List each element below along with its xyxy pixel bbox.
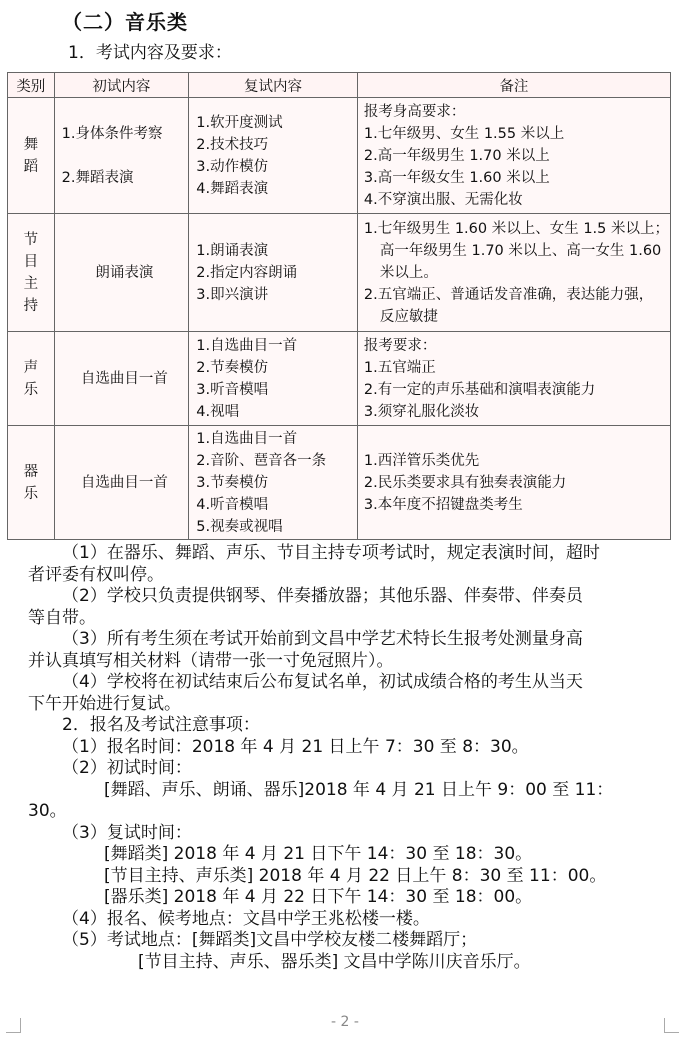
paragraph-4-line-2: 下午开始进行复试。 — [28, 693, 181, 714]
page-corner-mark-right — [664, 1018, 679, 1033]
initial-cell: 自选曲目一首 — [54, 426, 189, 540]
table-header-row — [8, 73, 671, 98]
table-row-vocal — [8, 332, 671, 426]
table-row-host — [8, 214, 671, 332]
notes-cell: 报考要求： 1.五官端正 2.有一定的声乐基础和演唱表演能力 3.须穿礼服化淡妆 — [357, 332, 670, 426]
category-cell: 舞 蹈 — [8, 98, 55, 214]
page-corner-mark-left — [6, 1018, 21, 1033]
paragraph-1-line-2: 者评委有权叫停。 — [28, 564, 164, 585]
retest-cell: 1.自选曲目一首 2.节奏模仿 3.听音模唱 4.视唱 — [189, 332, 358, 426]
table-row-dance — [8, 98, 671, 214]
category-cell: 器 乐 — [8, 426, 55, 540]
retest-time-dance: [舞蹈类] 2018 年 4 月 21 日下午 14：30 至 18：30。 — [104, 844, 533, 864]
retest-time-label: （3）复试时间： — [62, 822, 192, 843]
page-number: - 2 - — [331, 1014, 359, 1030]
initial-cell: 朗诵表演 — [54, 214, 189, 332]
initial-cell: 1.身体条件考察 2.舞蹈表演 — [54, 98, 189, 214]
paragraph-3-line-2: 并认真填写相关材料（请带一张一寸免冠照片）。 — [28, 650, 394, 671]
notes-cell: 1.西洋管乐类优先 2.民乐类要求具有独奏表演能力 3.本年度不招键盘类考生 — [357, 426, 670, 540]
paragraph-1-line-1: （1）在器乐、舞蹈、声乐、节目主持专项考试时，规定表演时间，超时 — [62, 543, 600, 563]
paragraph-2-line-2: 等自带。 — [28, 607, 96, 628]
category-cell: 节 目 主 持 — [8, 214, 55, 332]
retest-time-instrumental: [器乐类] 2018 年 4 月 22 日下午 14：30 至 18：00。 — [104, 887, 533, 907]
notes-cell: 1.七年级男生 1.60 米以上、女生 1.5 米以上； 高一年级男生 1.70 米以上、高一女生 1.60 米以上。 2.五官端正、普通话发音准确，表达能力强， 反应敏捷 — [357, 214, 670, 332]
exam-requirements-table — [7, 72, 671, 540]
header-notes: 备注 — [357, 73, 670, 98]
retest-cell: 1.软开度测试 2.技术技巧 3.动作模仿 4.舞蹈表演 — [189, 98, 358, 214]
exam-place-2: [节目主持、声乐、器乐类] 文昌中学陈川庆音乐厅。 — [138, 951, 531, 972]
header-category: 类别 — [8, 73, 55, 98]
retest-time-host-vocal: [节目主持、声乐类] 2018 年 4 月 22 日上午 8：30 至 11：00。 — [104, 865, 607, 886]
paragraph-3-line-1: （3）所有考生须在考试开始前到文昌中学艺术特长生报考处测量身高 — [62, 629, 583, 649]
waiting-place: （4）报名、候考地点：文昌中学王兆松楼一楼。 — [62, 908, 430, 929]
section-title: （二）音乐类 — [62, 10, 188, 34]
paragraph-2-line-1: （2）学校只负责提供钢琴、伴奏播放器；其他乐器、伴奏带、伴奏员 — [62, 586, 583, 606]
exam-place: （5）考试地点：[舞蹈类]文昌中学校友楼二楼舞蹈厅； — [62, 930, 478, 950]
subsection-title-exam-content: 1．考试内容及要求： — [68, 43, 232, 63]
paragraph-4-line-1: （4）学校将在初试结束后公布复试名单，初试成绩合格的考生从当天 — [62, 672, 583, 692]
rules-paragraphs — [28, 543, 678, 973]
initial-cell: 自选曲目一首 — [54, 332, 189, 426]
notes-cell: 报考身高要求： 1.七年级男、女生 1.55 米以上 2.高一年级男生 1.70 米以上 3.高一年级女生 1.60 米以上 4.不穿演出服、无需化妆 — [357, 98, 670, 214]
initial-time-detail-line-1: [舞蹈、声乐、朗诵、器乐]2018 年 4 月 21 日上午 9：00 至 11： — [104, 779, 614, 800]
initial-time-detail-line-2: 30。 — [28, 801, 67, 821]
initial-time-label: （2）初试时间： — [62, 758, 192, 778]
subsection-title-registration: 2．报名及考试注意事项： — [62, 715, 260, 735]
retest-cell: 1.朗诵表演 2.指定内容朗诵 3.即兴演讲 — [189, 214, 358, 332]
table-row-instrumental — [8, 426, 671, 540]
header-initial: 初试内容 — [54, 73, 189, 98]
retest-cell: 1.自选曲目一首 2.音阶、琶音各一条 3.节奏模仿 4.听音模唱 5.视奏或视唱 — [189, 426, 358, 540]
header-retest: 复试内容 — [189, 73, 358, 98]
registration-time: （1）报名时间：2018 年 4 月 21 日上午 7：30 至 8：30。 — [62, 736, 529, 757]
category-cell: 声 乐 — [8, 332, 55, 426]
